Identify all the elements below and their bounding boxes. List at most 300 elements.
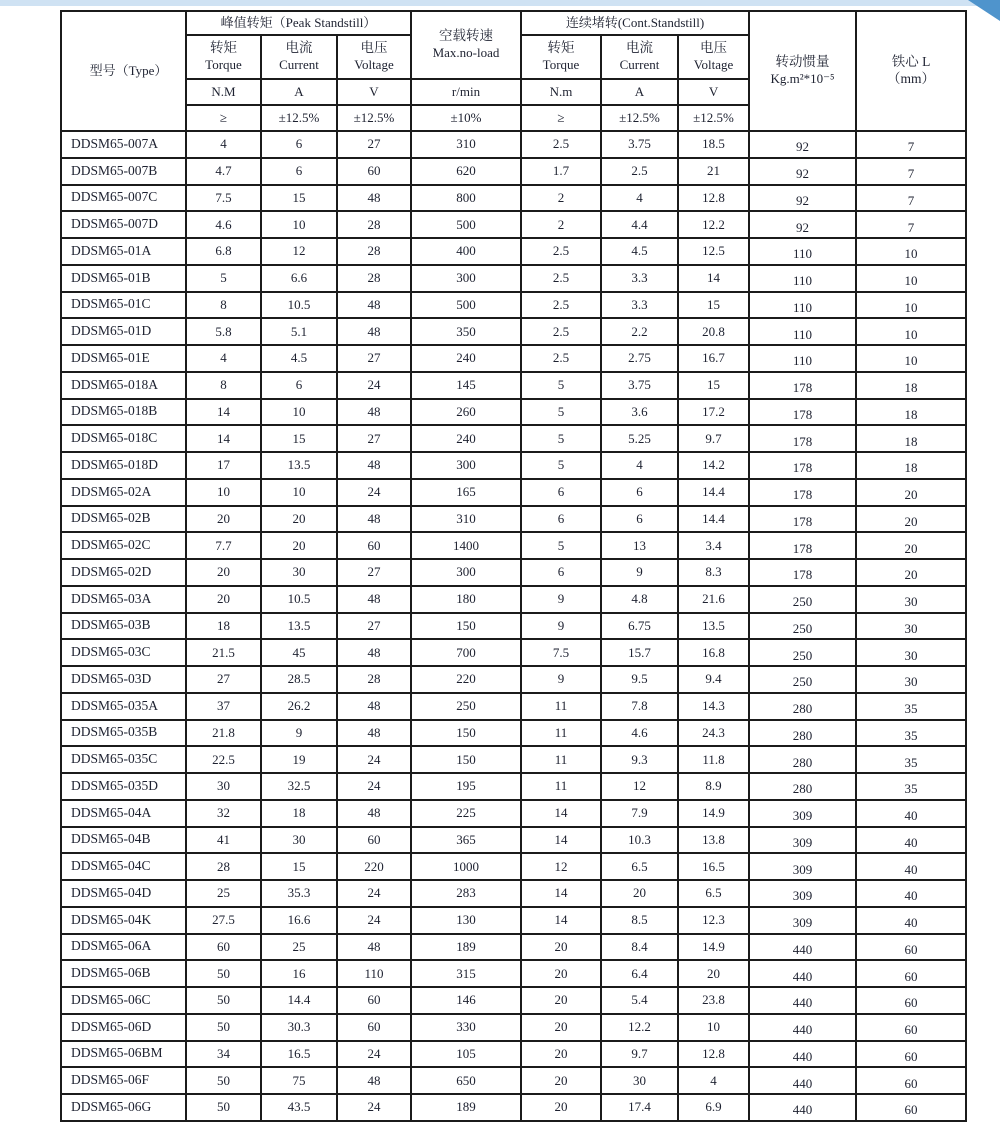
value-cell: 110 xyxy=(749,345,856,372)
value-cell: 30 xyxy=(261,559,337,586)
value-cell: 250 xyxy=(749,586,856,613)
value-cell: 24 xyxy=(337,479,411,506)
cont-torque-header xyxy=(521,35,601,79)
value-cell: 24 xyxy=(337,746,411,773)
value-cell: 3.4 xyxy=(678,532,749,559)
value-cell: 14.4 xyxy=(678,506,749,533)
cont-current-en: Current xyxy=(619,57,660,73)
value-cell: 75 xyxy=(261,1067,337,1094)
model-cell: DDSM65-01A xyxy=(61,238,186,265)
value-cell: 310 xyxy=(411,506,521,533)
peak-current-header xyxy=(261,35,337,79)
value-cell: 24 xyxy=(337,907,411,934)
value-cell: 5 xyxy=(186,265,261,292)
value-cell: 20 xyxy=(856,532,966,559)
table-row xyxy=(61,987,966,1014)
folded-corner-icon xyxy=(968,0,1000,21)
value-cell: 34 xyxy=(186,1041,261,1068)
value-cell: 4 xyxy=(186,131,261,158)
value-cell: 21 xyxy=(678,158,749,185)
value-cell: 27 xyxy=(337,345,411,372)
value-cell: 50 xyxy=(186,987,261,1014)
value-cell: 440 xyxy=(749,1014,856,1041)
unit-cont-current: A xyxy=(601,79,678,105)
model-cell: DDSM65-03C xyxy=(61,639,186,666)
value-cell: 13 xyxy=(601,532,678,559)
model-cell: DDSM65-06F xyxy=(61,1067,186,1094)
value-cell: 6.8 xyxy=(186,238,261,265)
value-cell: 11 xyxy=(521,693,601,720)
noload-en-label: Max.no-load xyxy=(432,45,500,61)
value-cell: 6.9 xyxy=(678,1094,749,1121)
table-row xyxy=(61,452,966,479)
value-cell: 4 xyxy=(678,1067,749,1094)
value-cell: 35 xyxy=(856,693,966,720)
header-row-groups xyxy=(61,11,966,35)
value-cell: 9.4 xyxy=(678,666,749,693)
table-row xyxy=(61,586,966,613)
inertia-unit-label: Kg.m²*10⁻⁵ xyxy=(770,71,835,87)
value-cell: 4.5 xyxy=(601,238,678,265)
value-cell: 12 xyxy=(601,773,678,800)
value-cell: 60 xyxy=(856,1094,966,1121)
top-decor-strip xyxy=(0,0,1000,6)
cont-voltage-header xyxy=(678,35,749,79)
value-cell: 20 xyxy=(521,960,601,987)
value-cell: 10 xyxy=(186,479,261,506)
value-cell: 5 xyxy=(521,452,601,479)
value-cell: 9 xyxy=(261,720,337,747)
value-cell: 178 xyxy=(749,532,856,559)
value-cell: 26.2 xyxy=(261,693,337,720)
value-cell: 178 xyxy=(749,372,856,399)
value-cell: 5 xyxy=(521,399,601,426)
value-cell: 3.3 xyxy=(601,292,678,319)
value-cell: 10 xyxy=(856,238,966,265)
value-cell: 17 xyxy=(186,452,261,479)
value-cell: 13.5 xyxy=(261,613,337,640)
value-cell: 8 xyxy=(186,292,261,319)
value-cell: 16.7 xyxy=(678,345,749,372)
value-cell: 21.8 xyxy=(186,720,261,747)
model-cell: DDSM65-01D xyxy=(61,318,186,345)
peak-torque-cn: 转矩 xyxy=(210,40,237,56)
peak-torque-header xyxy=(186,35,261,79)
value-cell: 20.8 xyxy=(678,318,749,345)
value-cell: 30.3 xyxy=(261,1014,337,1041)
model-cell: DDSM65-04K xyxy=(61,907,186,934)
model-cell: DDSM65-04C xyxy=(61,853,186,880)
value-cell: 20 xyxy=(678,960,749,987)
value-cell: 165 xyxy=(411,479,521,506)
value-cell: 18 xyxy=(856,399,966,426)
value-cell: 35 xyxy=(856,720,966,747)
table-row xyxy=(61,613,966,640)
value-cell: 16.8 xyxy=(678,639,749,666)
value-cell: 10 xyxy=(856,345,966,372)
value-cell: 5 xyxy=(521,425,601,452)
value-cell: 6.6 xyxy=(261,265,337,292)
table-row xyxy=(61,211,966,238)
value-cell: 6 xyxy=(261,131,337,158)
model-cell: DDSM65-04D xyxy=(61,880,186,907)
value-cell: 20 xyxy=(601,880,678,907)
value-cell: 24.3 xyxy=(678,720,749,747)
value-cell: 6 xyxy=(521,479,601,506)
value-cell: 500 xyxy=(411,292,521,319)
table-row xyxy=(61,800,966,827)
value-cell: 250 xyxy=(749,613,856,640)
value-cell: 60 xyxy=(856,1067,966,1094)
value-cell: 12.3 xyxy=(678,907,749,934)
cont-voltage-en: Voltage xyxy=(693,57,734,73)
value-cell: 145 xyxy=(411,372,521,399)
value-cell: 18.5 xyxy=(678,131,749,158)
cont-voltage-cn: 电压 xyxy=(700,40,727,56)
value-cell: 17.4 xyxy=(601,1094,678,1121)
value-cell: 28 xyxy=(337,666,411,693)
value-cell: 15 xyxy=(261,185,337,212)
tol-cont-torque: ≥ xyxy=(521,105,601,131)
value-cell: 20 xyxy=(521,987,601,1014)
value-cell: 6 xyxy=(261,158,337,185)
cont-torque-cn: 转矩 xyxy=(547,40,575,56)
value-cell: 150 xyxy=(411,613,521,640)
value-cell: 18 xyxy=(856,452,966,479)
value-cell: 14.9 xyxy=(678,934,749,961)
value-cell: 41 xyxy=(186,827,261,854)
table-row xyxy=(61,479,966,506)
peak-voltage-cn: 电压 xyxy=(360,40,388,56)
value-cell: 250 xyxy=(411,693,521,720)
value-cell: 105 xyxy=(411,1041,521,1068)
value-cell: 14 xyxy=(186,399,261,426)
value-cell: 18 xyxy=(856,372,966,399)
value-cell: 92 xyxy=(749,158,856,185)
value-cell: 60 xyxy=(856,960,966,987)
value-cell: 6.75 xyxy=(601,613,678,640)
value-cell: 5 xyxy=(521,372,601,399)
model-cell: DDSM65-01C xyxy=(61,292,186,319)
model-cell: DDSM65-018A xyxy=(61,372,186,399)
value-cell: 15 xyxy=(678,372,749,399)
value-cell: 60 xyxy=(856,1014,966,1041)
model-cell: DDSM65-018D xyxy=(61,452,186,479)
value-cell: 40 xyxy=(856,880,966,907)
col-type-header: 型号（Type） xyxy=(61,11,186,131)
model-cell: DDSM65-035B xyxy=(61,720,186,747)
value-cell: 178 xyxy=(749,452,856,479)
table-row xyxy=(61,506,966,533)
value-cell: 28 xyxy=(186,853,261,880)
value-cell: 14 xyxy=(521,827,601,854)
table-row xyxy=(61,399,966,426)
value-cell: 10 xyxy=(856,265,966,292)
peak-torque-en: Torque xyxy=(205,57,242,73)
model-cell: DDSM65-04A xyxy=(61,800,186,827)
value-cell: 6 xyxy=(261,372,337,399)
value-cell: 12.8 xyxy=(678,1041,749,1068)
value-cell: 110 xyxy=(749,265,856,292)
table-row xyxy=(61,1041,966,1068)
value-cell: 25 xyxy=(261,934,337,961)
value-cell: 2 xyxy=(521,185,601,212)
table-row xyxy=(61,934,966,961)
value-cell: 19 xyxy=(261,746,337,773)
value-cell: 309 xyxy=(749,853,856,880)
value-cell: 5.4 xyxy=(601,987,678,1014)
value-cell: 440 xyxy=(749,987,856,1014)
value-cell: 4.8 xyxy=(601,586,678,613)
value-cell: 20 xyxy=(521,1067,601,1094)
value-cell: 9.3 xyxy=(601,746,678,773)
value-cell: 14 xyxy=(521,907,601,934)
model-cell: DDSM65-01E xyxy=(61,345,186,372)
value-cell: 8.4 xyxy=(601,934,678,961)
value-cell: 2.5 xyxy=(521,318,601,345)
value-cell: 40 xyxy=(856,907,966,934)
value-cell: 60 xyxy=(337,1014,411,1041)
table-row xyxy=(61,1067,966,1094)
value-cell: 20 xyxy=(186,559,261,586)
value-cell: 60 xyxy=(337,827,411,854)
value-cell: 189 xyxy=(411,1094,521,1121)
value-cell: 4 xyxy=(186,345,261,372)
value-cell: 9 xyxy=(521,666,601,693)
model-cell: DDSM65-02C xyxy=(61,532,186,559)
value-cell: 12.5 xyxy=(678,238,749,265)
table-row xyxy=(61,746,966,773)
tol-cont-current: ±12.5% xyxy=(601,105,678,131)
tol-cont-voltage: ±12.5% xyxy=(678,105,749,131)
value-cell: 14 xyxy=(521,800,601,827)
core-cn-label: 铁心 L xyxy=(891,54,931,70)
value-cell: 13.5 xyxy=(678,613,749,640)
value-cell: 48 xyxy=(337,185,411,212)
peak-voltage-header xyxy=(337,35,411,79)
value-cell: 9 xyxy=(601,559,678,586)
value-cell: 12 xyxy=(261,238,337,265)
value-cell: 225 xyxy=(411,800,521,827)
model-cell: DDSM65-02A xyxy=(61,479,186,506)
value-cell: 178 xyxy=(749,506,856,533)
value-cell: 1000 xyxy=(411,853,521,880)
value-cell: 310 xyxy=(411,131,521,158)
value-cell: 309 xyxy=(749,800,856,827)
value-cell: 43.5 xyxy=(261,1094,337,1121)
value-cell: 60 xyxy=(856,987,966,1014)
value-cell: 24 xyxy=(337,773,411,800)
value-cell: 500 xyxy=(411,211,521,238)
table-row xyxy=(61,773,966,800)
value-cell: 14.3 xyxy=(678,693,749,720)
value-cell: 7.9 xyxy=(601,800,678,827)
value-cell: 6 xyxy=(521,559,601,586)
value-cell: 800 xyxy=(411,185,521,212)
value-cell: 10 xyxy=(261,479,337,506)
value-cell: 146 xyxy=(411,987,521,1014)
value-cell: 4.6 xyxy=(186,211,261,238)
value-cell: 16.5 xyxy=(678,853,749,880)
value-cell: 20 xyxy=(521,1014,601,1041)
value-cell: 20 xyxy=(261,506,337,533)
value-cell: 8.9 xyxy=(678,773,749,800)
model-cell: DDSM65-06D xyxy=(61,1014,186,1041)
cont-current-header xyxy=(601,35,678,79)
value-cell: 5.25 xyxy=(601,425,678,452)
value-cell: 48 xyxy=(337,292,411,319)
unit-peak-current: A xyxy=(261,79,337,105)
value-cell: 220 xyxy=(337,853,411,880)
value-cell: 28 xyxy=(337,265,411,292)
value-cell: 25 xyxy=(186,880,261,907)
value-cell: 30 xyxy=(261,827,337,854)
peak-voltage-en: Voltage xyxy=(354,57,394,73)
value-cell: 178 xyxy=(749,479,856,506)
value-cell: 5.1 xyxy=(261,318,337,345)
value-cell: 10.5 xyxy=(261,586,337,613)
value-cell: 10.3 xyxy=(601,827,678,854)
value-cell: 130 xyxy=(411,907,521,934)
value-cell: 280 xyxy=(749,693,856,720)
table-row xyxy=(61,292,966,319)
value-cell: 21.6 xyxy=(678,586,749,613)
value-cell: 21.5 xyxy=(186,639,261,666)
model-cell: DDSM65-035C xyxy=(61,746,186,773)
value-cell: 24 xyxy=(337,1094,411,1121)
value-cell: 240 xyxy=(411,345,521,372)
value-cell: 50 xyxy=(186,1014,261,1041)
value-cell: 20 xyxy=(261,532,337,559)
value-cell: 330 xyxy=(411,1014,521,1041)
table-row xyxy=(61,666,966,693)
value-cell: 2.5 xyxy=(601,158,678,185)
table-body xyxy=(61,131,966,1121)
value-cell: 5.8 xyxy=(186,318,261,345)
table-row xyxy=(61,1014,966,1041)
value-cell: 3.75 xyxy=(601,131,678,158)
value-cell: 8 xyxy=(186,372,261,399)
value-cell: 20 xyxy=(856,479,966,506)
value-cell: 15.7 xyxy=(601,639,678,666)
value-cell: 40 xyxy=(856,827,966,854)
value-cell: 32.5 xyxy=(261,773,337,800)
value-cell: 440 xyxy=(749,1067,856,1094)
value-cell: 27.5 xyxy=(186,907,261,934)
model-cell: DDSM65-02B xyxy=(61,506,186,533)
value-cell: 11 xyxy=(521,773,601,800)
model-cell: DDSM65-04B xyxy=(61,827,186,854)
value-cell: 400 xyxy=(411,238,521,265)
value-cell: 60 xyxy=(337,158,411,185)
value-cell: 48 xyxy=(337,800,411,827)
value-cell: 8.3 xyxy=(678,559,749,586)
value-cell: 440 xyxy=(749,934,856,961)
value-cell: 27 xyxy=(186,666,261,693)
peak-current-en: Current xyxy=(279,57,319,73)
value-cell: 48 xyxy=(337,639,411,666)
value-cell: 35.3 xyxy=(261,880,337,907)
value-cell: 180 xyxy=(411,586,521,613)
value-cell: 195 xyxy=(411,773,521,800)
value-cell: 18 xyxy=(856,425,966,452)
value-cell: 4.6 xyxy=(601,720,678,747)
value-cell: 6.4 xyxy=(601,960,678,987)
value-cell: 24 xyxy=(337,372,411,399)
value-cell: 9 xyxy=(521,613,601,640)
value-cell: 110 xyxy=(337,960,411,987)
value-cell: 3.75 xyxy=(601,372,678,399)
value-cell: 24 xyxy=(337,880,411,907)
value-cell: 309 xyxy=(749,827,856,854)
value-cell: 2 xyxy=(521,211,601,238)
value-cell: 16.6 xyxy=(261,907,337,934)
value-cell: 24 xyxy=(337,1041,411,1068)
inertia-header xyxy=(749,11,856,131)
value-cell: 11 xyxy=(521,746,601,773)
value-cell: 315 xyxy=(411,960,521,987)
value-cell: 280 xyxy=(749,720,856,747)
value-cell: 4.5 xyxy=(261,345,337,372)
value-cell: 110 xyxy=(749,318,856,345)
value-cell: 15 xyxy=(261,425,337,452)
value-cell: 20 xyxy=(186,586,261,613)
value-cell: 15 xyxy=(261,853,337,880)
table-row xyxy=(61,532,966,559)
value-cell: 20 xyxy=(521,1094,601,1121)
table-row xyxy=(61,693,966,720)
value-cell: 3.6 xyxy=(601,399,678,426)
value-cell: 7 xyxy=(856,185,966,212)
value-cell: 20 xyxy=(521,934,601,961)
unit-peak-torque: N.M xyxy=(186,79,261,105)
value-cell: 40 xyxy=(856,853,966,880)
value-cell: 309 xyxy=(749,907,856,934)
value-cell: 6 xyxy=(521,506,601,533)
value-cell: 14.4 xyxy=(678,479,749,506)
inertia-cn-label: 转动惯量 xyxy=(775,54,830,70)
value-cell: 11.8 xyxy=(678,746,749,773)
value-cell: 15 xyxy=(678,292,749,319)
value-cell: 23.8 xyxy=(678,987,749,1014)
noload-speed-header xyxy=(411,11,521,79)
value-cell: 60 xyxy=(337,532,411,559)
value-cell: 2.2 xyxy=(601,318,678,345)
value-cell: 4.4 xyxy=(601,211,678,238)
value-cell: 283 xyxy=(411,880,521,907)
value-cell: 2.75 xyxy=(601,345,678,372)
table-row xyxy=(61,131,966,158)
model-cell: DDSM65-06A xyxy=(61,934,186,961)
value-cell: 27 xyxy=(337,425,411,452)
value-cell: 45 xyxy=(261,639,337,666)
value-cell: 48 xyxy=(337,693,411,720)
value-cell: 4.7 xyxy=(186,158,261,185)
value-cell: 30 xyxy=(856,586,966,613)
table-header xyxy=(61,11,966,131)
value-cell: 10 xyxy=(678,1014,749,1041)
value-cell: 7 xyxy=(856,158,966,185)
value-cell: 280 xyxy=(749,773,856,800)
value-cell: 35 xyxy=(856,746,966,773)
value-cell: 5 xyxy=(521,532,601,559)
value-cell: 178 xyxy=(749,399,856,426)
value-cell: 13.5 xyxy=(261,452,337,479)
value-cell: 189 xyxy=(411,934,521,961)
value-cell: 37 xyxy=(186,693,261,720)
model-cell: DDSM65-018C xyxy=(61,425,186,452)
table-row xyxy=(61,318,966,345)
